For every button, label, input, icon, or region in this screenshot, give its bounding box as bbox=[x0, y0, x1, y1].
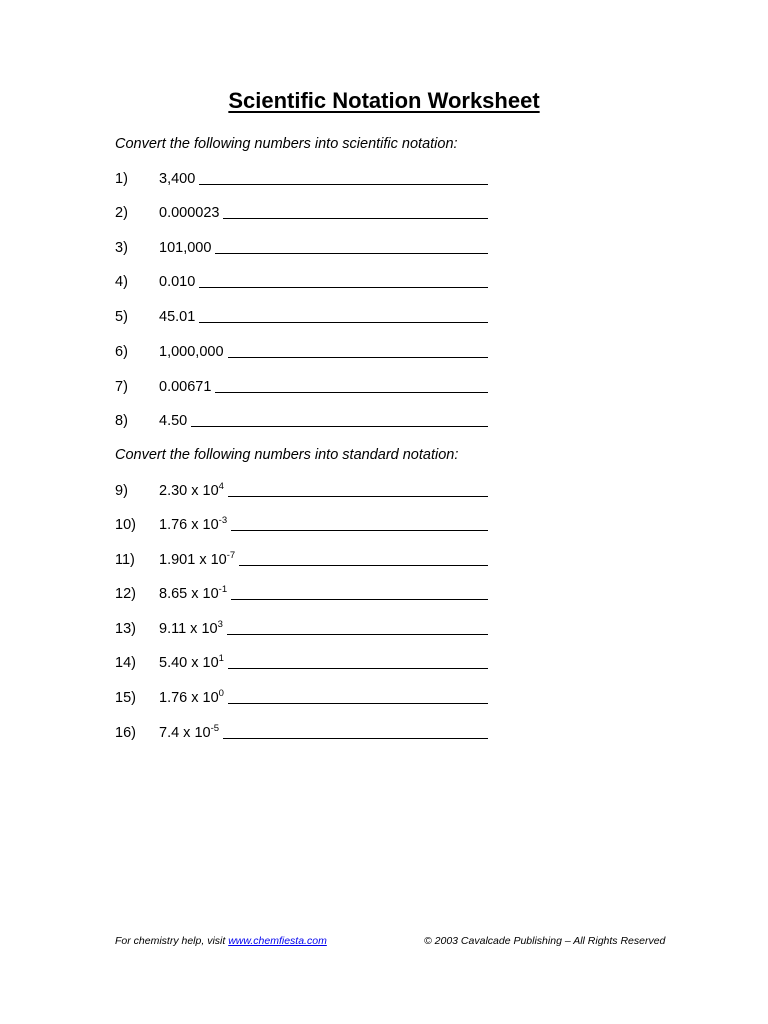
answer-blank bbox=[228, 356, 488, 358]
answer-blank bbox=[227, 633, 488, 635]
page-title: Scientific Notation Worksheet bbox=[228, 88, 540, 113]
answer-blank bbox=[228, 495, 488, 497]
section-1-instruction: Convert the following numbers into scientific notation: bbox=[115, 136, 458, 152]
question-row: 15) 1.76 x $10^0$ bbox=[115, 689, 488, 707]
answer-blank bbox=[223, 217, 488, 219]
answer-blank bbox=[239, 564, 488, 566]
chemfiesta-link[interactable]: www.chemfiesta.com bbox=[228, 935, 327, 947]
question-row: 7) 0.00671 bbox=[115, 378, 488, 396]
question-row: 1) 3,400 bbox=[115, 170, 488, 188]
answer-blank bbox=[215, 391, 488, 393]
footer-help: For chemistry help, visit www.chemfiesta.com bbox=[115, 935, 327, 947]
answer-blank bbox=[215, 252, 488, 254]
answer-blank bbox=[191, 425, 488, 427]
footer-copyright: © 2003 Cavalcade Publishing – All Rights Reserved bbox=[424, 935, 666, 947]
answer-blank bbox=[199, 286, 488, 288]
question-row: 3) 101,000 bbox=[115, 239, 488, 257]
section-2-instruction: Convert the following numbers into standard notation: bbox=[115, 447, 459, 463]
answer-blank bbox=[228, 667, 488, 669]
question-row: 11) 1.901 x $10^{-7}$ bbox=[115, 551, 488, 569]
question-row: 8) 4.50 bbox=[115, 412, 488, 430]
answer-blank bbox=[231, 598, 488, 600]
answer-blank bbox=[199, 321, 488, 323]
question-row: 16) 7.4 x $10^{-5}$ bbox=[115, 724, 488, 742]
question-row: 9) 2.30 x $10^4$ bbox=[115, 482, 488, 500]
question-row: 12) 8.65 x $10^{-1}$ bbox=[115, 585, 488, 603]
answer-blank bbox=[228, 702, 488, 704]
question-row: 13) 9.11 x $10^3$ bbox=[115, 620, 488, 638]
answer-blank bbox=[231, 529, 488, 531]
answer-blank bbox=[199, 183, 488, 185]
question-row: 10) 1.76 x $10^{-3}$ bbox=[115, 516, 488, 534]
question-row: 6) 1,000,000 bbox=[115, 343, 488, 361]
question-row: 4) 0.010 bbox=[115, 273, 488, 291]
question-row: 14) 5.40 x $10^1$ bbox=[115, 654, 488, 672]
question-row: 2) 0.000023 bbox=[115, 204, 488, 222]
answer-blank bbox=[223, 737, 488, 739]
question-row: 5) 45.01 bbox=[115, 308, 488, 326]
